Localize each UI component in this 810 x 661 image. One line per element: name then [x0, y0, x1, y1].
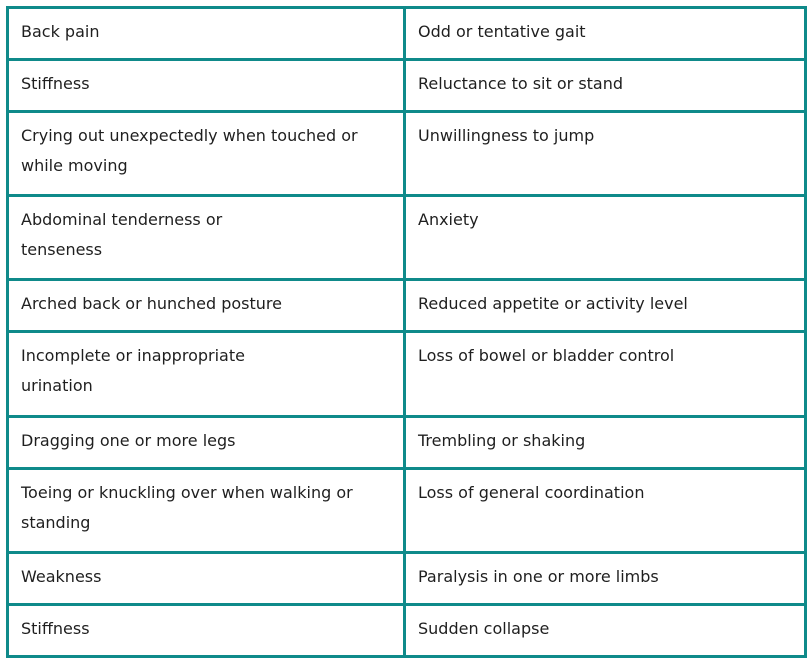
table-cell-right	[405, 332, 806, 416]
symptom-text: Paralysis in one or more limbs	[418, 566, 659, 586]
symptom-text: Sudden collapse	[418, 618, 550, 638]
symptoms-table	[6, 6, 807, 658]
table-cell-right	[405, 280, 806, 332]
table-cell-right	[405, 552, 806, 604]
symptom-text: Trembling or shaking	[418, 430, 586, 450]
symptom-text: Dragging one or more legs	[21, 430, 236, 450]
symptom-text: Stiffness	[21, 618, 90, 638]
table-cell-right	[405, 468, 806, 552]
table-cell-left	[8, 604, 405, 656]
table-cell-left	[8, 112, 405, 196]
symptom-text: Unwillingness to jump	[418, 126, 595, 146]
table-row	[8, 468, 806, 552]
table-cell-right	[405, 416, 806, 468]
symptom-text: Stiffness	[21, 74, 90, 94]
table-row	[8, 196, 806, 280]
table-cell-left	[8, 552, 405, 604]
table-row	[8, 112, 806, 196]
table-cell-right	[405, 8, 806, 60]
table-cell-right	[405, 196, 806, 280]
table-cell-left	[8, 8, 405, 60]
symptom-text: Loss of bowel or bladder control	[418, 346, 675, 366]
table-cell-left	[8, 196, 405, 280]
symptom-text: Loss of general coordination	[418, 482, 645, 502]
symptom-text: Crying out unexpectedly when touched or while moving	[21, 126, 358, 176]
table-row	[8, 416, 806, 468]
table-cell-left	[8, 468, 405, 552]
symptom-text: Abdominal tenderness or tenseness	[21, 210, 223, 260]
symptom-text: Back pain	[21, 22, 100, 41]
table-cell-right	[405, 604, 806, 656]
table-row	[8, 332, 806, 416]
table-row	[8, 8, 806, 60]
table-cell-right	[405, 112, 806, 196]
table-cell-left	[8, 332, 405, 416]
symptom-text: Weakness	[21, 566, 102, 586]
symptoms-table-container	[6, 6, 804, 658]
table-row	[8, 604, 806, 656]
symptom-text: Anxiety	[418, 210, 479, 230]
table-row	[8, 552, 806, 604]
table-row	[8, 280, 806, 332]
symptom-text: Odd or tentative gait	[418, 22, 586, 41]
table-cell-left	[8, 416, 405, 468]
symptom-text: Incomplete or inappropriate urination	[21, 346, 245, 396]
symptom-text: Arched back or hunched posture	[21, 294, 282, 314]
table-cell-right	[405, 60, 806, 112]
table-cell-left	[8, 280, 405, 332]
table-cell-left	[8, 60, 405, 112]
symptom-text: Toeing or knuckling over when walking or standing	[21, 482, 353, 532]
symptom-text: Reduced appetite or activity level	[418, 294, 688, 314]
symptom-text: Reluctance to sit or stand	[418, 74, 624, 94]
table-row	[8, 60, 806, 112]
